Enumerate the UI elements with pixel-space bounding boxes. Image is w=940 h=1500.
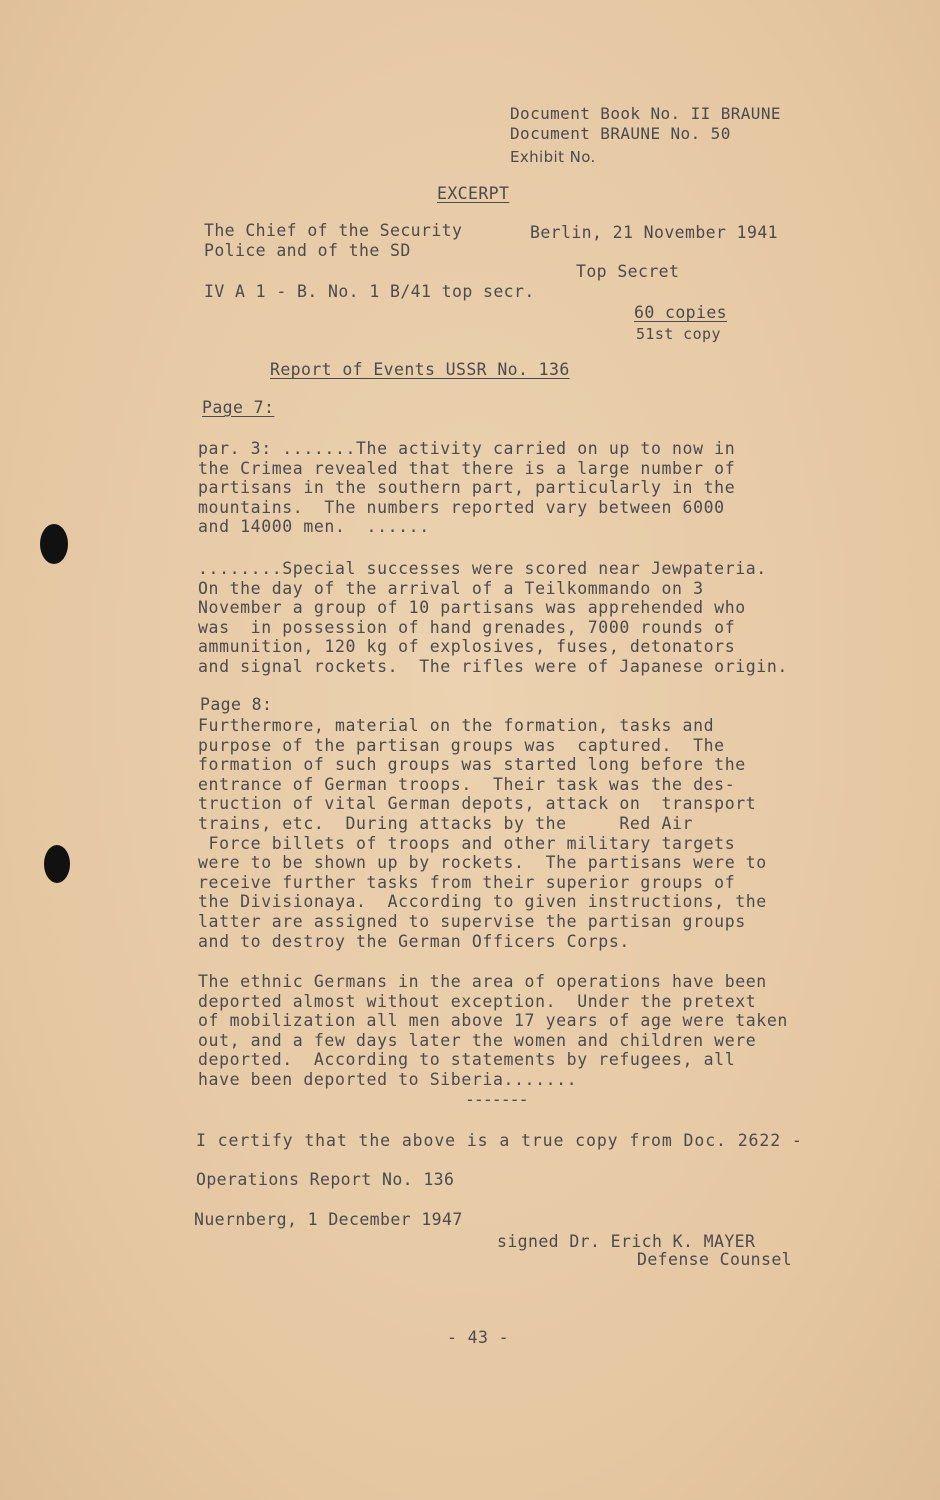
text-line: par. 3: .......The activity carried on up to now in bbox=[198, 439, 736, 458]
text-line: deported. According to statements by refugees, all bbox=[198, 1050, 736, 1070]
text-line: mountains. The numbers reported vary between 6000 bbox=[198, 497, 725, 517]
excerpt-heading: EXCERPT bbox=[437, 184, 510, 203]
place-date: Berlin, 21 November 1941 bbox=[530, 223, 779, 242]
sender-line-1: The Chief of the Security bbox=[204, 221, 463, 240]
text-line: entrance of German troops. Their task was the des- bbox=[198, 774, 736, 794]
text-line: Force billets of troops and other military targets bbox=[198, 833, 736, 853]
certification-text: I certify that the above is a true copy from Doc. 2622 - bbox=[196, 1131, 803, 1150]
copies-count: 60 copies bbox=[634, 303, 728, 322]
text-line: out, and a few days later the women and children were bbox=[198, 1030, 757, 1050]
operations-report-line: Operations Report No. 136 bbox=[196, 1170, 455, 1189]
text-line: the Crimea revealed that there is a large number of bbox=[198, 458, 736, 478]
document-book-line: Document Book No. II BRAUNE bbox=[510, 104, 781, 123]
text-line: and signal rockets. The rifles were of Japanese origin. bbox=[198, 656, 788, 676]
punch-hole-bottom bbox=[44, 845, 70, 883]
separator-line: ------- bbox=[465, 1090, 528, 1109]
classification: Top Secret bbox=[576, 262, 680, 281]
text-line: truction of vital German depots, attack on transport bbox=[198, 794, 757, 814]
punch-hole-top bbox=[40, 524, 68, 564]
text-line: formation of such groups was started long before the bbox=[198, 755, 746, 775]
text-line: latter are assigned to supervise the partisan groups bbox=[198, 911, 746, 931]
text-line: November a group of 10 partisans was apprehended who bbox=[198, 598, 746, 618]
text-line: Furthermore, material on the formation, tasks and bbox=[198, 716, 715, 735]
place-date-signature: Nuernberg, 1 December 1947 bbox=[194, 1210, 463, 1229]
signature-line: signed Dr. Erich K. MAYER bbox=[497, 1232, 756, 1251]
text-line: and 14000 men. ...... bbox=[198, 517, 430, 537]
text-line: ammunition, 120 kg of explosives, fuses, detonators bbox=[198, 637, 736, 657]
text-line: have been deported to Siberia....... bbox=[198, 1069, 578, 1089]
report-title: Report of Events USSR No. 136 bbox=[270, 360, 570, 379]
text-line: On the day of the arrival of a Teilkommando on 3 bbox=[198, 578, 704, 598]
text-line: of mobilization all men above 17 years of age were taken bbox=[198, 1011, 788, 1031]
text-line: trains, etc. During attacks by the Red Air bbox=[198, 813, 694, 833]
exhibit-line: Exhibit No. bbox=[510, 148, 596, 166]
text-line: purpose of the partisan groups was captured. The bbox=[198, 735, 725, 755]
text-line: The ethnic Germans in the area of operations have been bbox=[198, 972, 767, 991]
paragraph-4 bbox=[198, 972, 878, 1090]
text-line: receive further tasks from their superior groups of bbox=[198, 872, 736, 892]
defense-counsel-line: Defense Counsel bbox=[637, 1250, 793, 1269]
copy-number: 51st copy bbox=[636, 325, 721, 343]
document-number-line: Document BRAUNE No. 50 bbox=[510, 124, 731, 143]
text-line: deported almost without exception. Under the pretext bbox=[198, 991, 757, 1011]
paragraph-2 bbox=[198, 559, 878, 677]
sender-line-2: Police and of the SD bbox=[204, 241, 411, 260]
page8-label: Page 8: bbox=[200, 695, 273, 714]
reference-number: IV A 1 - B. No. 1 B/41 top secr. bbox=[204, 282, 535, 301]
text-line: the Divisionaya. According to given instructions, the bbox=[198, 892, 767, 912]
text-line: ........Special successes were scored near Jewpateria. bbox=[198, 559, 767, 578]
page-number: - 43 - bbox=[447, 1328, 510, 1347]
text-line: were to be shown up by rockets. The partisans were to bbox=[198, 853, 767, 873]
paragraph-1 bbox=[198, 439, 878, 537]
page7-label: Page 7: bbox=[202, 398, 275, 417]
text-line: was in possession of hand grenades, 7000 rounds of bbox=[198, 617, 736, 637]
text-line: and to destroy the German Officers Corps. bbox=[198, 931, 630, 951]
text-line: partisans in the southern part, particularly in the bbox=[198, 478, 736, 498]
paragraph-3 bbox=[198, 716, 878, 951]
